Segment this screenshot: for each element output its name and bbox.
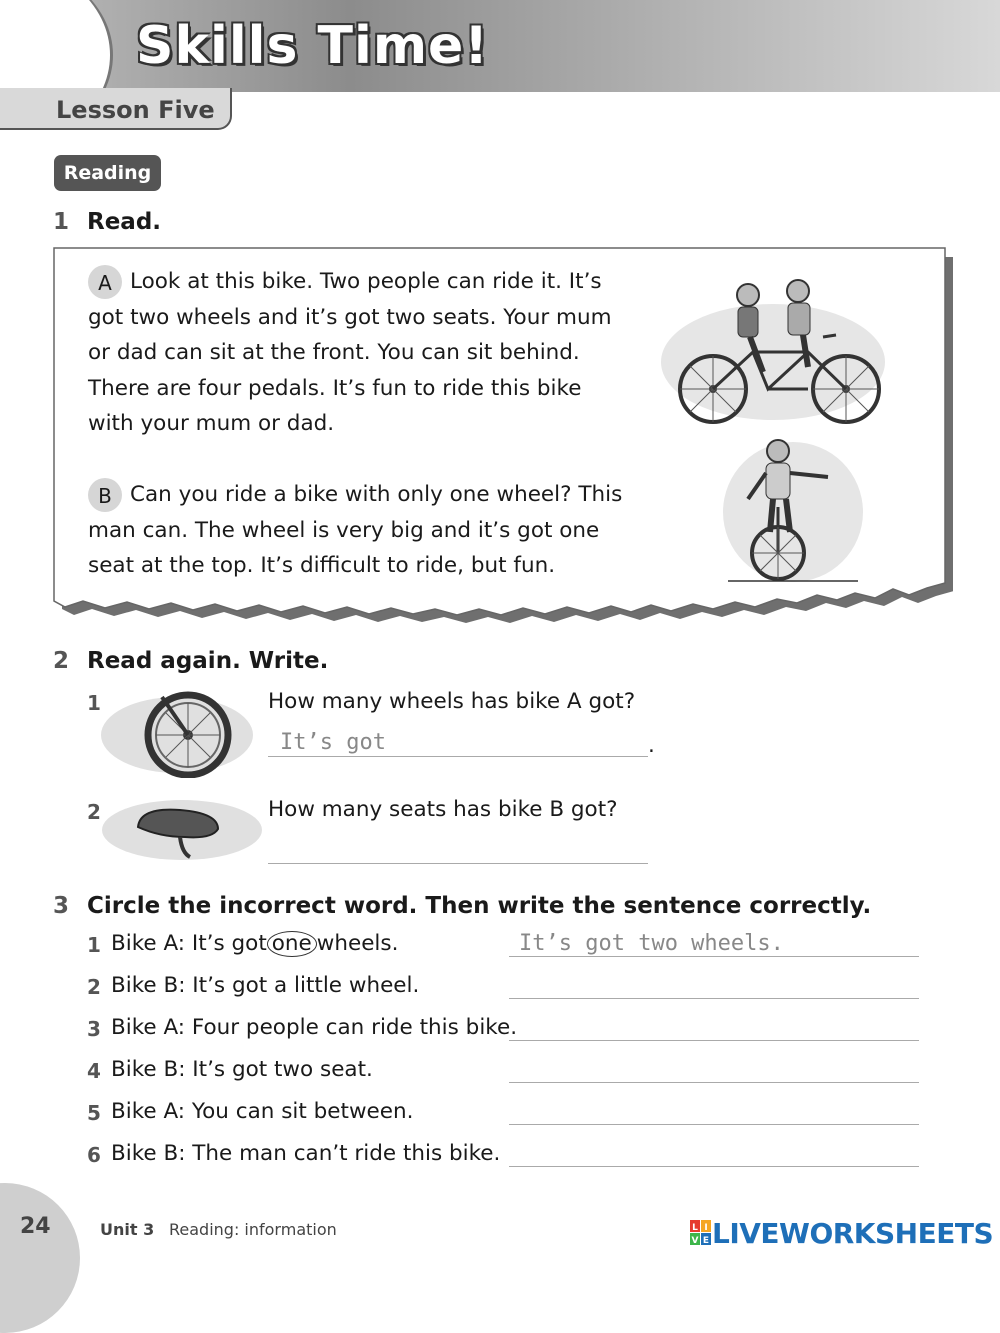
lesson-label: Lesson Five	[56, 96, 215, 124]
exercise-1-number: 1	[53, 209, 70, 235]
sentence-1-answer: It’s got two wheels.	[519, 931, 784, 956]
paragraph-a	[88, 264, 633, 442]
page-number: 24	[20, 1214, 51, 1239]
sentence-1-number: 1	[87, 933, 101, 957]
sentence-6: Bike B: The man can’t ride this bike.	[111, 1141, 501, 1166]
footer-topic: Reading: information	[169, 1220, 337, 1239]
sentence-4: Bike B: It’s got two seat.	[111, 1057, 373, 1082]
sentence-2-number: 2	[87, 975, 101, 999]
sentence-3: Bike A: Four people can ride this bike.	[111, 1015, 518, 1040]
sentence-1-answer-field[interactable]	[509, 956, 919, 957]
question-2-1-text: How many wheels has bike A got?	[268, 689, 636, 714]
sentence-1-before: Bike A: It’s got	[111, 931, 267, 956]
sentence-6-number: 6	[87, 1143, 101, 1167]
sentence-3-answer-field[interactable]	[509, 1040, 919, 1041]
sentence-5: Bike A: You can sit between.	[111, 1099, 414, 1124]
logo-badge-icon	[690, 1220, 712, 1246]
sentence-3-number: 3	[87, 1017, 101, 1041]
logo-badge-letter: L	[692, 1223, 698, 1233]
bike-seat-picture	[100, 795, 265, 865]
sentence-4-answer-field[interactable]	[509, 1082, 919, 1083]
logo-text: LIVEWORKSHEETS	[712, 1216, 994, 1250]
reading-text-box	[53, 247, 945, 625]
question-2-1-answer-prefix: It’s got	[280, 730, 386, 755]
paragraph-b-text: Can you ride a bike with only one wheel? This man can. The wheel is very big and it’s got one seat at the top. It’s difficult to ride, but fun.	[88, 482, 623, 578]
paragraph-b	[88, 477, 633, 584]
sentence-2-answer-field[interactable]	[509, 998, 919, 999]
liveworksheets-logo[interactable]	[690, 1218, 993, 1248]
paragraph-letter-b: B	[88, 478, 122, 512]
question-2-2-number: 2	[87, 800, 101, 824]
sentence-5-answer-field[interactable]	[509, 1124, 919, 1125]
logo-badge-letter: V	[691, 1236, 699, 1246]
question-2-1-answer-field[interactable]	[268, 756, 648, 757]
exercise-2-title: Read again. Write.	[87, 648, 329, 674]
exercise-3-title: Circle the incorrect word. Then write the sentence correctly.	[87, 893, 872, 919]
exercise-3-number: 3	[53, 893, 70, 919]
question-2-2-text: How many seats has bike B got?	[268, 797, 618, 822]
tandem-bike-picture	[658, 277, 898, 427]
paragraph-letter-a: A	[88, 265, 122, 299]
page-title: Skills Time!	[136, 16, 490, 76]
unicycle-picture	[718, 437, 878, 587]
wheel-picture	[100, 683, 255, 778]
logo-badge-letter: E	[702, 1236, 710, 1246]
page-number-circle	[0, 1183, 80, 1333]
question-2-1-full-stop: .	[648, 733, 655, 758]
exercise-1-title: Read.	[87, 209, 162, 235]
sentence-5-number: 5	[87, 1101, 101, 1125]
section-badge: Reading	[54, 155, 161, 191]
sentence-1	[111, 931, 398, 957]
question-2-2-answer-field[interactable]	[268, 863, 648, 864]
sentence-6-answer-field[interactable]	[509, 1166, 919, 1167]
paragraph-a-text: Look at this bike. Two people can ride it. It’s got two wheels and it’s got two seats. Your mum or dad can sit at the front. You can sit behind. There are four pedals. It’s fun to ride this bike with your mum or dad.	[88, 269, 612, 436]
footer-unit: Unit 3	[100, 1220, 155, 1239]
sentence-1-after: wheels.	[316, 931, 399, 956]
exercise-2-number: 2	[53, 648, 70, 674]
banner-curve-decoration	[0, 0, 113, 92]
question-2-1-number: 1	[87, 691, 101, 715]
logo-badge-letter: I	[704, 1223, 708, 1233]
circled-word[interactable]: one	[267, 931, 317, 957]
sentence-2: Bike B: It’s got a little wheel.	[111, 973, 420, 998]
sentence-4-number: 4	[87, 1059, 101, 1083]
